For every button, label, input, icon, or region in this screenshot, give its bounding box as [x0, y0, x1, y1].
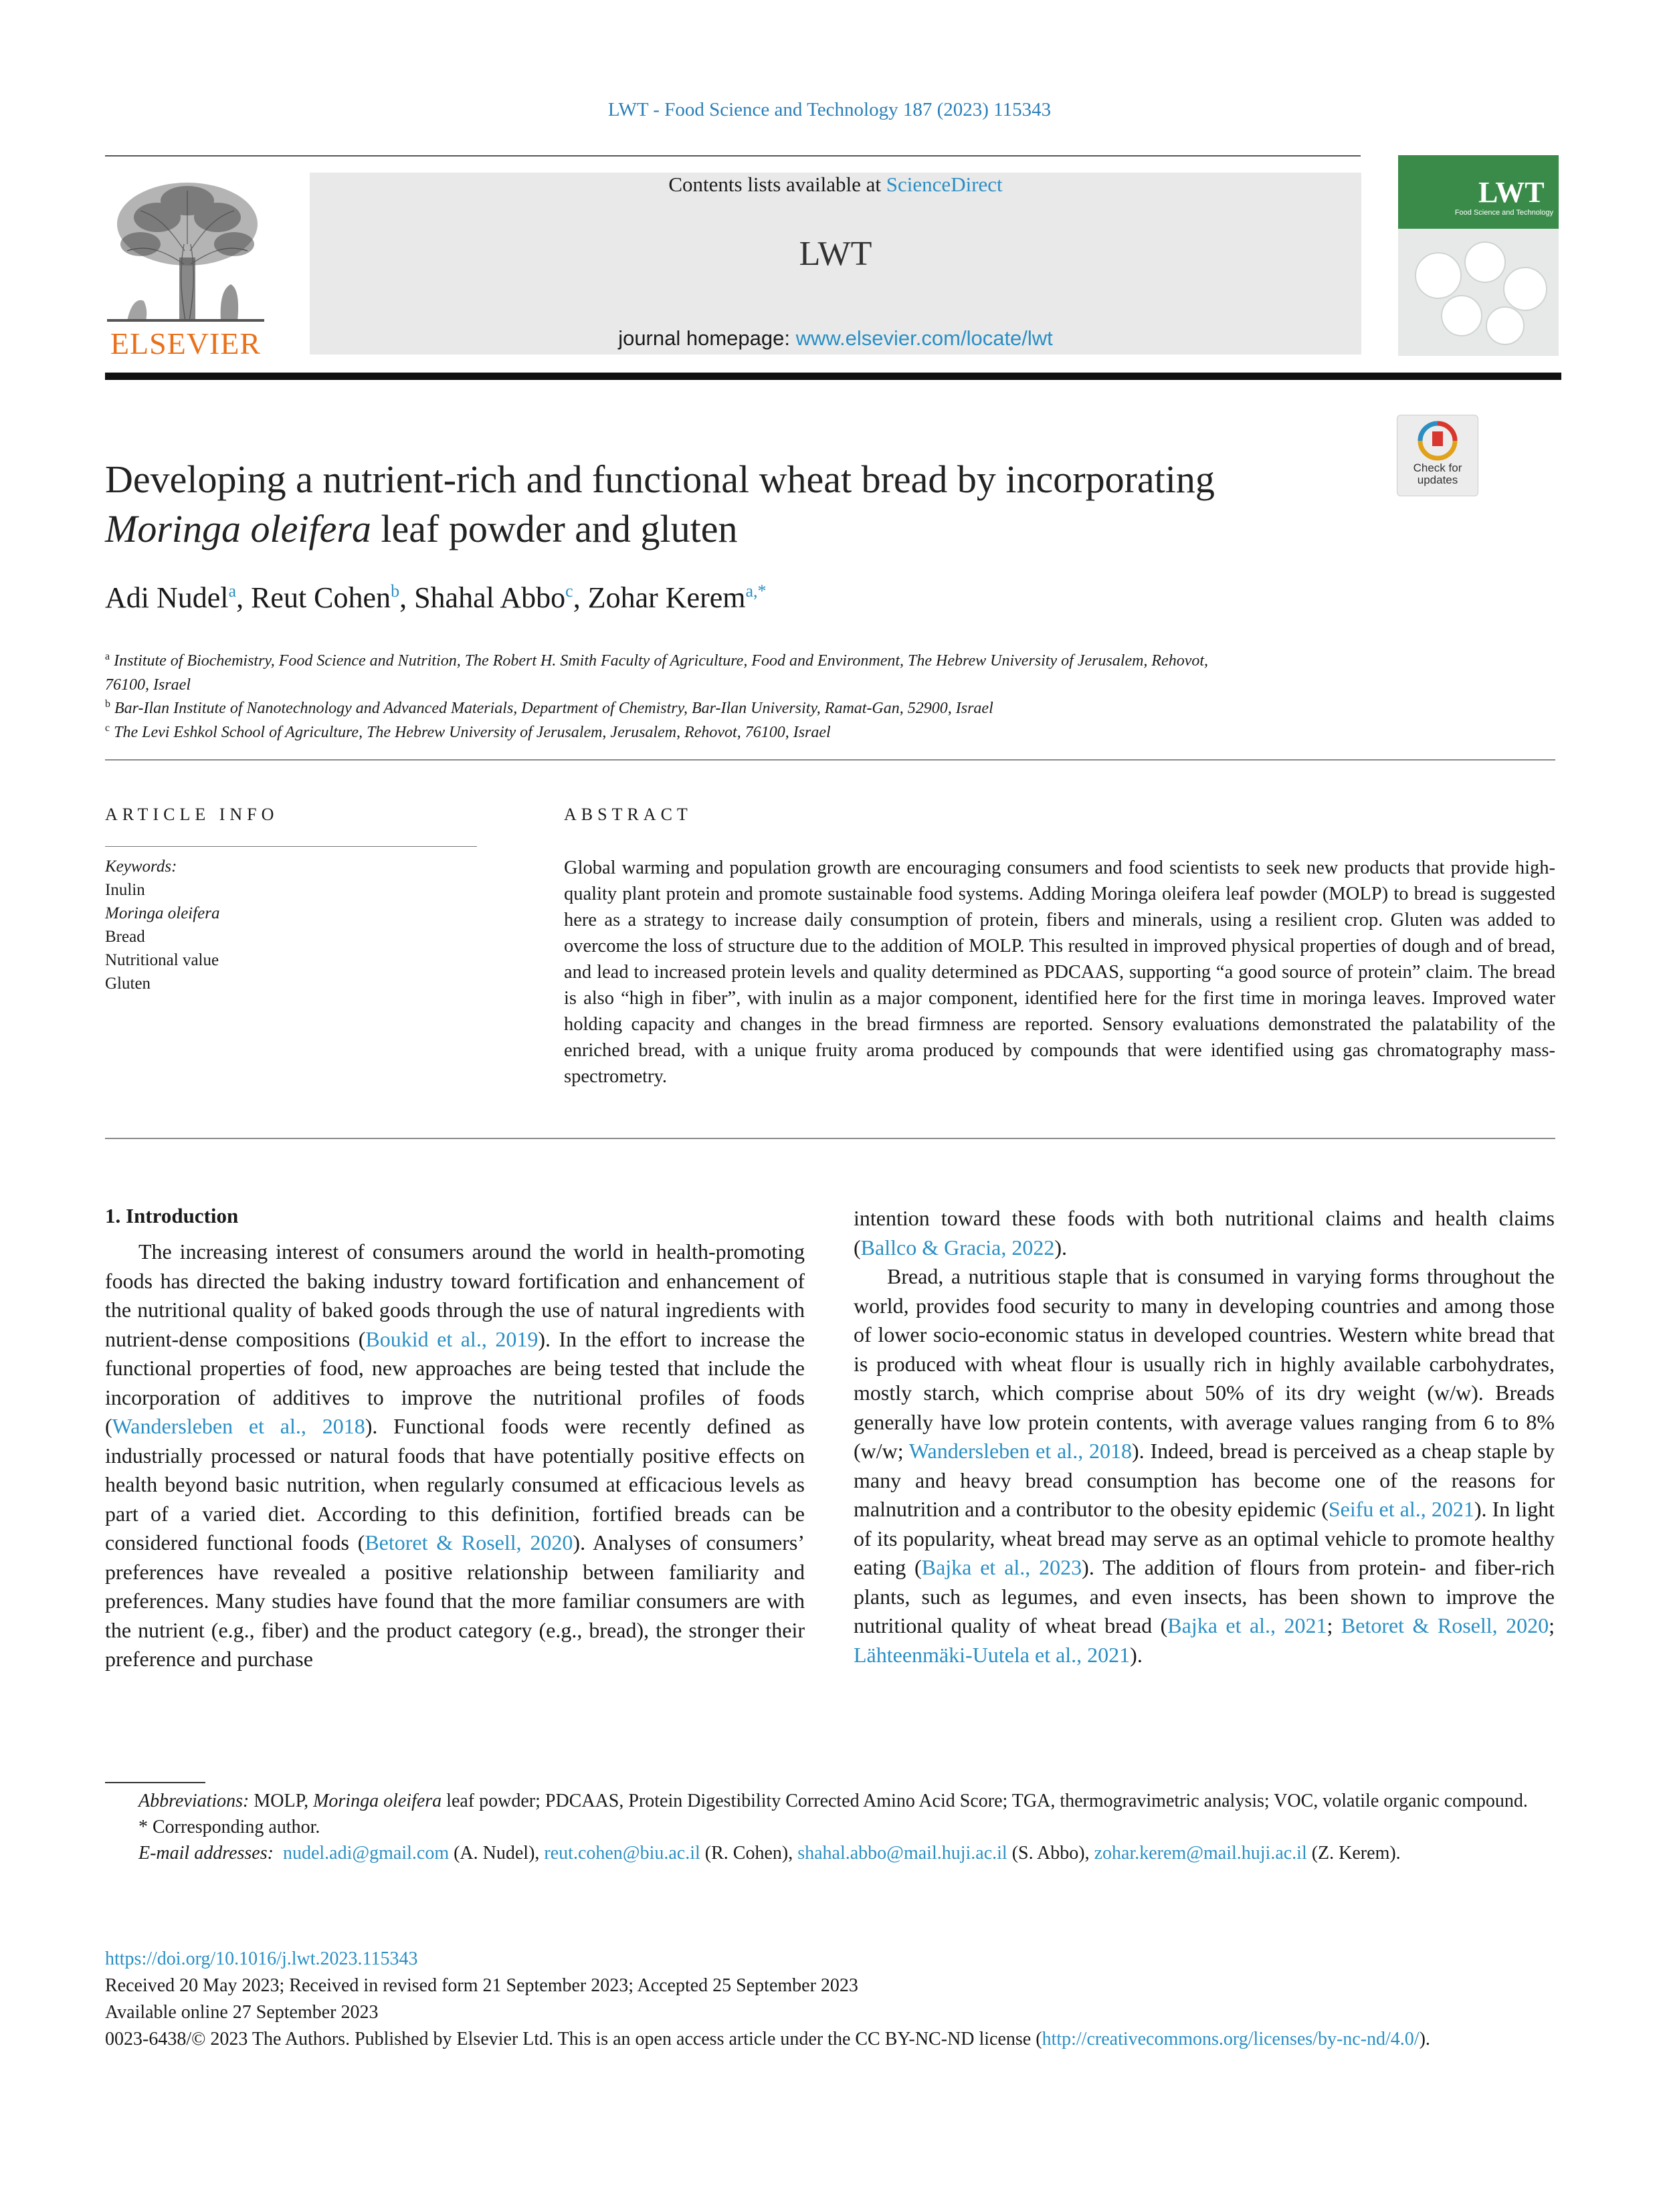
top-rule [105, 155, 1361, 157]
masthead-rule [105, 373, 1561, 380]
text-run: MOLP, [249, 1791, 314, 1811]
text-run: ). Analyses of consumers’ preferences have revealed a positive relationship between familiarity and preferences. Many studies have found that the more familiar consumers are with the nutrient (e.g., fiber) and the product category (e.g., bread), the stronger their preference and purchase [105, 1530, 805, 1671]
contents-line [310, 173, 1361, 197]
paragraph [105, 1237, 805, 1674]
email-link[interactable]: shahal.abbo@mail.huji.ac.il [797, 1843, 1007, 1864]
text-run: ). In the effort to increase the functional properties of food, new approaches are being tested that include the incorporation of additives to improve the nutritional profiles of foods ( [105, 1326, 805, 1438]
author-name: Shahal Abbo [414, 581, 566, 614]
citation-link[interactable]: Betoret & Rosell, 2020 [365, 1530, 573, 1554]
affiliation-text: Institute of Biochemistry, Food Science and Nutrition, The Robert H. Smith Faculty of Agriculture, Food and Environment, The Hebrew University of Jerusalem, Rehovot, [114, 652, 1209, 670]
check-for-updates-badge[interactable] [1397, 415, 1478, 496]
crossmark-icon [1418, 421, 1458, 461]
journal-cover-thumbnail[interactable] [1398, 155, 1559, 356]
text-run: (Z. Kerem). [1306, 1843, 1401, 1864]
crossmark-label: Check for updates [1413, 462, 1462, 486]
text-run: ). [1419, 2029, 1430, 2049]
abstract-heading: ABSTRACT [564, 805, 692, 824]
publication-info [105, 1946, 1555, 2053]
journal-reference[interactable]: LWT - Food Science and Technology 187 (2023) 115343 [607, 99, 1052, 120]
affiliation-mark: c [105, 722, 110, 734]
citation-link[interactable]: Wandersleben et al., 2018 [112, 1414, 365, 1438]
text-run: 0023-6438/© 2023 The Authors. Published by Elsevier Ltd. This is an open access article under the CC BY-NC-ND license ( [105, 2029, 1042, 2049]
cover-image [1398, 229, 1559, 356]
citation-link[interactable]: Betoret & Rosell, 2020 [1341, 1613, 1549, 1637]
doi-link[interactable]: https://doi.org/10.1016/j.lwt.2023.115343 [105, 1948, 418, 1969]
license-link[interactable]: http://creativecommons.org/licenses/by-nc-nd/4.0/ [1042, 2029, 1420, 2049]
available-online: Available online 27 September 2023 [105, 2002, 379, 2023]
article-title [105, 455, 1349, 554]
section-divider [105, 759, 1555, 761]
keyword: Gluten [105, 975, 151, 993]
sciencedirect-link[interactable]: ScienceDirect [886, 173, 1003, 196]
journal-title: LWT [799, 235, 872, 273]
paragraph [854, 1262, 1555, 1670]
text-run: (R. Cohen), [700, 1843, 798, 1864]
affiliation-text-cont: 76100, Israel [105, 676, 191, 694]
affiliation-text: Bar-Ilan Institute of Nanotechnology and Advanced Materials, Department of Chemistry, Bar-Ilan University, Ramat-Gan, 52900, Israel [114, 700, 993, 717]
text-run: (S. Abbo), [1007, 1843, 1094, 1864]
text-run: ). [1054, 1235, 1067, 1260]
footnotes [105, 1788, 1555, 1866]
text-run: ). The addition of flours from protein- and fiber-rich plants, such as legumes, and even insects, has been shown to improve the nutritional quality of wheat bread ( [854, 1555, 1555, 1637]
text-run: ). [1130, 1642, 1143, 1667]
elsevier-wordmark: ELSEVIER [110, 326, 262, 361]
journal-homepage-link[interactable]: www.elsevier.com/locate/lwt [795, 326, 1053, 350]
title-species: Moringa oleifera [105, 507, 371, 550]
body-column-left [105, 1237, 805, 1674]
author-affil-mark[interactable]: a [228, 581, 237, 601]
author-name: Zohar Kerem [587, 581, 746, 614]
title-line-1: Developing a nutrient-rich and functional wheat bread by incorporating [105, 458, 1215, 501]
citation-link[interactable]: Seifu et al., 2021 [1328, 1497, 1474, 1521]
keywords-label: Keywords: [105, 858, 177, 876]
abstract-text: Global warming and population growth are encouraging consumers and food scientists to seek new products that provide high-quality plant protein and promote sustainable food systems. Adding Moringa oleifera leaf powder (MOLP) to bread is suggested here as a strategy to increase daily consumption of protein, fibers and minerals, using a resilient crop. Gluten was added to overcome the loss of structure due to the addition of MOLP. This resulted in improved physical properties of dough and of bread, and lead to increased protein levels and quality determined as PDCAAS, supporting “a good source of protein” claim. The bread is also “high in fiber”, with inulin as a major component, identified here for the first time in moringa leaves. Improved water holding capacity and changes in the bread firmness are reported. Sensory evaluations demonstrated the palatability of the enriched bread, with a unique fruity aroma produced by compounds that were identified using gas chromatography mass-spectrometry. [564, 858, 1555, 1087]
keyword: Nutritional value [105, 951, 219, 969]
citation-link[interactable]: Ballco & Gracia, 2022 [860, 1235, 1055, 1260]
author-name: Adi Nudel [105, 581, 229, 614]
abbreviations-footnote [105, 1788, 1555, 1814]
text-run: ; [1327, 1613, 1341, 1637]
text-run: ). Functional foods were recently defined as industrially processed or natural foods that have potentially positive effects on health beyond basic nutrition, when regularly consumed at efficacious levels as part of a varied diet. According to this definition, fortified breads can be considered functional foods ( [105, 1414, 805, 1554]
affiliation-c [105, 716, 1376, 744]
abbreviations-label: Abbreviations: [138, 1791, 250, 1811]
author-affil-mark[interactable]: c [565, 581, 573, 601]
text-run: Moringa oleifera [313, 1791, 442, 1811]
section-divider [105, 1138, 1555, 1139]
email-link[interactable]: reut.cohen@biu.ac.il [544, 1843, 700, 1864]
email-link[interactable]: nudel.adi@gmail.com [282, 1843, 450, 1864]
text-run: The increasing interest of consumers around the world in health-promoting foods has directed the baking industry toward fortification and enhancement of the nutritional quality of baked goods through the use of natural ingredients with nutrient-dense compositions ( [105, 1239, 805, 1351]
article-info-heading: ARTICLE INFO [105, 805, 279, 824]
author-affil-mark[interactable]: a,* [745, 581, 767, 601]
received-dates: Received 20 May 2023; Received in revised form 21 September 2023; Accepted 25 September 2023 [105, 1975, 858, 1996]
text-run: ). Indeed, bread is perceived as a cheap staple by many and heavy bread consumption has become one of the reasons for malnutrition and a contributor to the obesity epidemic ( [854, 1439, 1555, 1521]
citation-link[interactable]: Wandersleben et al., 2018 [908, 1439, 1133, 1463]
license-statement [105, 2026, 1555, 2053]
homepage-line [310, 326, 1361, 350]
text-run: ; [1549, 1613, 1555, 1637]
email-label: E-mail addresses: [138, 1843, 274, 1864]
citation-link[interactable]: Bajka et al., 2023 [921, 1555, 1082, 1579]
author-name: Reut Cohen [251, 581, 391, 614]
citation-link[interactable]: Lähteenmäki-Uutela et al., 2021 [854, 1642, 1131, 1667]
contents-prefix: Contents lists available at [668, 173, 886, 196]
keyword: Inulin [105, 881, 145, 899]
footnote-rule [105, 1782, 205, 1783]
text-run: Bread, a nutritious staple that is consumed in varying forms throughout the world, provides food security to many in developing countries and among those of lower socio-economic status in developed countries. Western white bread that is produced with wheat flour is usually rich in highly available carbohydrates, mostly starch, which comprise about 50% of its dry weight (w/w). Breads generally have low protein contents, with average values ranging from 6 to 8% (w/w; [854, 1264, 1555, 1463]
email-link[interactable]: zohar.kerem@mail.huji.ac.il [1094, 1843, 1307, 1864]
affiliation-mark: b [105, 698, 110, 710]
title-line-2 [105, 504, 1349, 554]
author-list: Adi Nudel$^a$, Reut Cohen$^b$, Shahal Abbo$^c$, Zohar Kerem$^{a,*}$ [105, 581, 767, 614]
citation-link[interactable]: Bajka et al., 2021 [1167, 1613, 1327, 1637]
paragraph [854, 1204, 1555, 1262]
affiliation-mark: a [105, 651, 110, 662]
title-rest: leaf powder and gluten [371, 507, 738, 550]
author-affil-mark[interactable]: b [391, 581, 400, 601]
keyword: Moringa oleifera [105, 904, 220, 922]
keyword: Bread [105, 928, 145, 946]
article-info-rule [105, 846, 477, 847]
corresponding-author-note: * Corresponding author. [138, 1817, 320, 1837]
affiliation-text: The Levi Eshkol School of Agriculture, The Hebrew University of Jerusalem, Jerusalem, Rehovot, 76100, Israel [114, 724, 831, 741]
text-run: leaf powder; PDCAAS, Protein Digestibility Corrected Amino Acid Score; TGA, thermogravimetric analysis; VOC, volatile organic compound. [442, 1791, 1528, 1811]
section-heading-introduction: 1. Introduction [105, 1204, 239, 1227]
text-run: intention toward these foods with both nutritional claims and health claims ( [854, 1206, 1555, 1260]
homepage-prefix: journal homepage: [618, 326, 796, 350]
cover-subtitle: Food Science and Technology [1454, 209, 1553, 217]
body-column-right [854, 1204, 1555, 1670]
affiliation-a [105, 645, 1376, 697]
cover-title: LWT [1478, 176, 1545, 209]
text-run: (A. Nudel), [449, 1843, 545, 1864]
keywords-block [105, 855, 480, 995]
citation-link[interactable]: Boukid et al., 2019 [365, 1326, 539, 1351]
text-run: ). In light of its popularity, wheat bread may serve as an optimal vehicle to promote healthy eating ( [854, 1497, 1555, 1579]
email-footnote [105, 1840, 1555, 1866]
